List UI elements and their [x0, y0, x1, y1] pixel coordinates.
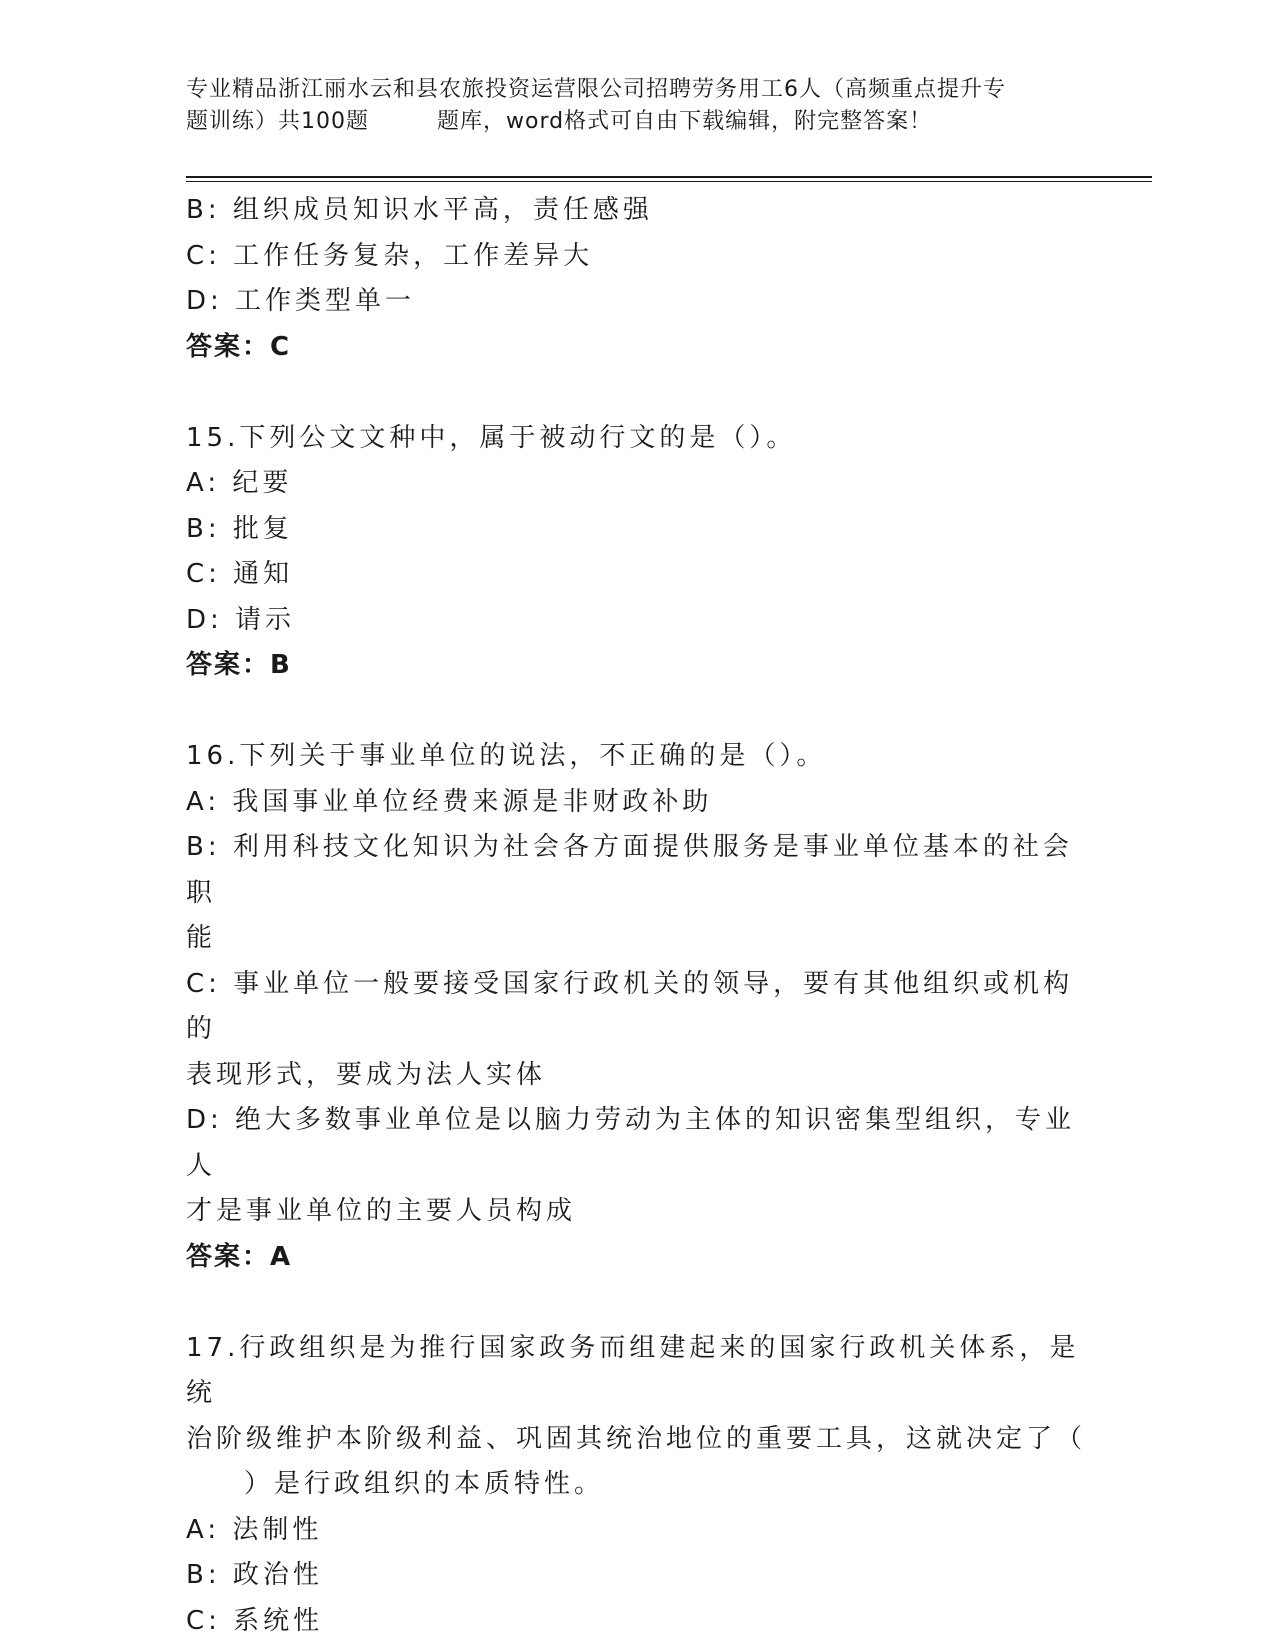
- option-d: D: 工作类型单一: [186, 286, 416, 316]
- header-line-2: [186, 106, 1086, 138]
- option-c: C: 工作任务复杂，工作差异大: [186, 240, 594, 271]
- header-line-2-part-1: 题训练）共100题: [186, 109, 369, 134]
- spacer: [186, 370, 1086, 416]
- option-c-line-2: 表现形式，要成为法人实体: [186, 1059, 547, 1090]
- option-b-line-2: 能: [186, 923, 217, 953]
- answer: 答案：A: [186, 1241, 293, 1272]
- option-d-line-1: D: 绝大多数事业单位是以脑力劳动为主体的知识密集型组织，专业人: [186, 1105, 1076, 1181]
- header-divider-thin: [186, 181, 1152, 182]
- option-c-line-1: C: 事业单位一般要接受国家行政机关的领导，要有其他组织或机构的: [186, 968, 1074, 1044]
- option-c: C: 通知: [186, 559, 294, 589]
- option-d: D: 请示: [186, 604, 296, 635]
- option-a: A: 我国事业单位经费来源是非财政补助: [186, 786, 713, 817]
- question-list: [186, 188, 1086, 1644]
- question-stem-line-1: 17.行政组织是为推行国家政务而组建起来的国家行政机关体系，是统: [186, 1332, 1080, 1408]
- option-a: A: 纪要: [186, 468, 293, 498]
- question-16: [186, 734, 1086, 1280]
- question-14-tail: [186, 188, 1086, 370]
- question-stem-line-3: ）是行政组织的本质特性。: [244, 1469, 605, 1499]
- question-stem-line-2: 治阶级维护本阶级利益、巩固其统治地位的重要工具，这就决定了（: [186, 1423, 1087, 1454]
- option-b-line-1: B: 利用科技文化知识为社会各方面提供服务是事业单位基本的社会职: [186, 832, 1073, 908]
- option-b: B: 政治性: [186, 1560, 323, 1590]
- spacer: [186, 1280, 1086, 1326]
- question-15: [186, 416, 1086, 689]
- spacer: [186, 689, 1086, 735]
- header-line-2-part-2: 题库，word格式可自由下载编辑，附完整答案！: [437, 109, 933, 134]
- answer: 答案：C: [186, 331, 292, 362]
- option-b: B: 批复: [186, 513, 293, 544]
- option-b: B: 组织成员知识水平高，责任感强: [186, 195, 653, 225]
- header-line-1: 专业精品浙江丽水云和县农旅投资运营限公司招聘劳务用工6人（高频重点提升专: [186, 77, 1006, 102]
- option-c: C: 系统性: [186, 1605, 324, 1636]
- question-stem: 15.下列公文文种中，属于被动行文的是（）。: [186, 422, 797, 453]
- option-a: A: 法制性: [186, 1514, 323, 1545]
- question-17: [186, 1326, 1086, 1645]
- option-d-line-2: 才是事业单位的主要人员构成: [186, 1196, 577, 1226]
- answer: 答案：B: [186, 650, 292, 680]
- question-stem: 16.下列关于事业单位的说法，不正确的是（）。: [186, 741, 827, 771]
- header-divider-thick: [186, 176, 1152, 178]
- document-header: [186, 74, 1086, 138]
